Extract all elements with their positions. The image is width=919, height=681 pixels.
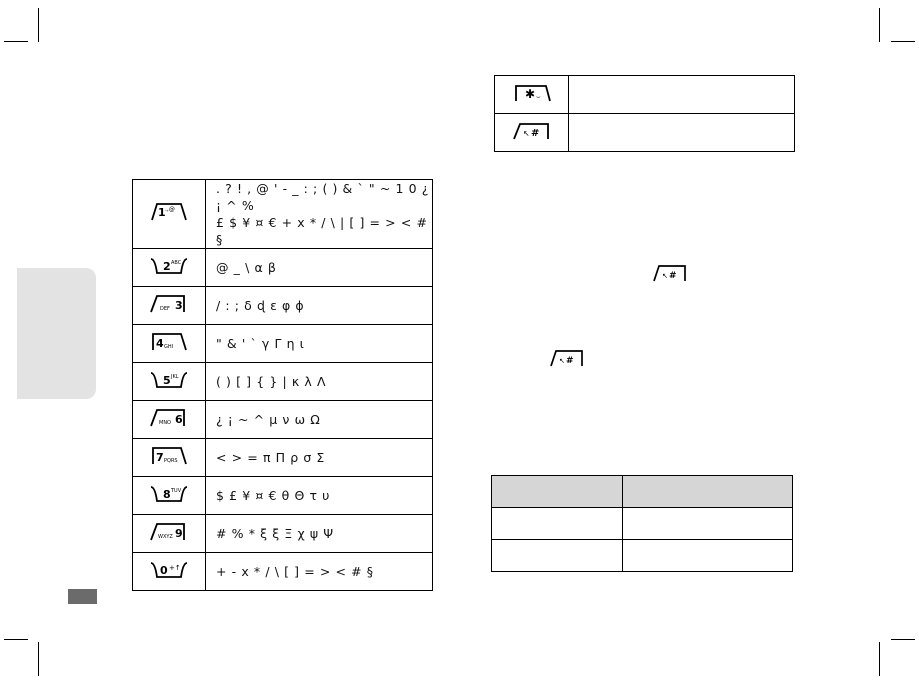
key-symbols-line: # % * ξ ξ Ξ χ ψ Ψ [216, 526, 334, 541]
section-side-tab [17, 268, 96, 399]
table-cell [492, 540, 623, 572]
key-symbols-line: . ? ! , @ ' - _ : ; ( ) & ` " ~ 1 0 ¿ ¡ ^ % [216, 181, 429, 213]
table-header-row [492, 476, 793, 508]
key-symbols-line: / : ; δ ɖ ε φ ϕ [216, 298, 305, 313]
special-key-table [494, 75, 795, 152]
table-row [495, 114, 795, 152]
key-symbols-line: £ $ ¥ ¤ € + x * / \ | [ ] = > < # § [216, 215, 428, 247]
svg-text:↖: ↖ [522, 128, 530, 138]
table-row [133, 401, 433, 439]
special-key-text [569, 76, 795, 114]
key-0-icon [148, 559, 190, 581]
svg-text:ABC: ABC [171, 259, 182, 266]
table-row [133, 515, 433, 553]
table-row [492, 508, 793, 540]
crop-mark [38, 8, 39, 42]
page-marker [68, 589, 97, 604]
key-4-icon [148, 331, 190, 353]
svg-text:3: 3 [175, 298, 183, 312]
crop-mark [4, 41, 28, 42]
svg-text:WXYZ: WXYZ [158, 533, 173, 540]
table-row [133, 363, 433, 401]
key-6-icon [148, 407, 190, 429]
table-row [133, 287, 433, 325]
table-row [495, 76, 795, 114]
svg-text:#: # [669, 271, 677, 281]
table-header-cell [492, 476, 623, 508]
key-8-icon [148, 483, 190, 505]
svg-text:.,@: .,@ [165, 206, 175, 213]
table-row [133, 180, 433, 249]
svg-text:6: 6 [175, 412, 183, 426]
svg-text:PQRS: PQRS [164, 457, 178, 464]
svg-text:↖: ↖ [559, 357, 565, 365]
svg-text:7: 7 [156, 450, 164, 464]
key-7-icon [148, 445, 190, 467]
svg-text:9: 9 [175, 526, 183, 540]
key-symbols-line: < > = π Π ρ σ Σ [216, 450, 325, 465]
svg-text:+↑: +↑ [169, 563, 181, 572]
key-symbols-line: ¿ ¡ ~ ^ μ ν ω Ω [216, 412, 321, 427]
table-row [133, 439, 433, 477]
svg-text:2: 2 [163, 259, 171, 273]
key-symbols-line: $ £ ¥ ¤ € θ Θ τ υ [216, 488, 330, 503]
key-symbols-line: + - x * / \ [ ] = > < # § [216, 564, 374, 579]
star-key-icon [511, 82, 553, 104]
table-row [133, 553, 433, 591]
key-5-icon [148, 369, 190, 391]
svg-text:JKL: JKL [171, 373, 179, 380]
info-table [491, 475, 793, 572]
table-cell [492, 508, 623, 540]
special-key-text [569, 114, 795, 152]
crop-mark [891, 639, 915, 640]
crop-mark [4, 639, 28, 640]
crop-mark [38, 642, 39, 676]
key-symbols-line: ( ) [ ] { } | κ λ Λ [216, 374, 327, 389]
table-cell [623, 508, 793, 540]
hash-key-icon [548, 348, 586, 372]
svg-text:MNO: MNO [159, 419, 171, 426]
hash-key-icon [511, 120, 553, 142]
key-9-icon [148, 521, 190, 543]
crop-mark [891, 41, 915, 42]
crop-mark [879, 8, 880, 42]
key-symbols-line: " & ' ` γ Γ η ι [216, 336, 305, 351]
svg-text:GHI: GHI [164, 343, 174, 350]
svg-text:#: # [530, 127, 539, 139]
key-symbols-line: @ _ \ α β [216, 260, 277, 275]
svg-text:#: # [566, 356, 574, 366]
key-3-icon [148, 293, 190, 315]
svg-text:0: 0 [160, 563, 168, 577]
svg-text:TUV: TUV [171, 487, 182, 494]
table-row [133, 249, 433, 287]
key-1-icon [148, 201, 190, 223]
crop-mark [879, 642, 880, 676]
table-header-cell [623, 476, 793, 508]
svg-text:✱: ✱ [524, 86, 535, 101]
svg-text:5: 5 [163, 373, 171, 387]
table-row [133, 477, 433, 515]
svg-text:DEF: DEF [160, 305, 170, 312]
key-symbol-table [132, 179, 433, 591]
svg-text:8: 8 [163, 487, 171, 501]
table-row [492, 540, 793, 572]
svg-text:↖: ↖ [662, 272, 668, 280]
key-2-icon [148, 255, 190, 277]
table-row [133, 325, 433, 363]
svg-text:⌣: ⌣ [535, 92, 541, 101]
svg-text:1: 1 [158, 206, 166, 219]
table-cell [623, 540, 793, 572]
svg-text:4: 4 [156, 336, 164, 350]
hash-key-icon [651, 263, 689, 287]
